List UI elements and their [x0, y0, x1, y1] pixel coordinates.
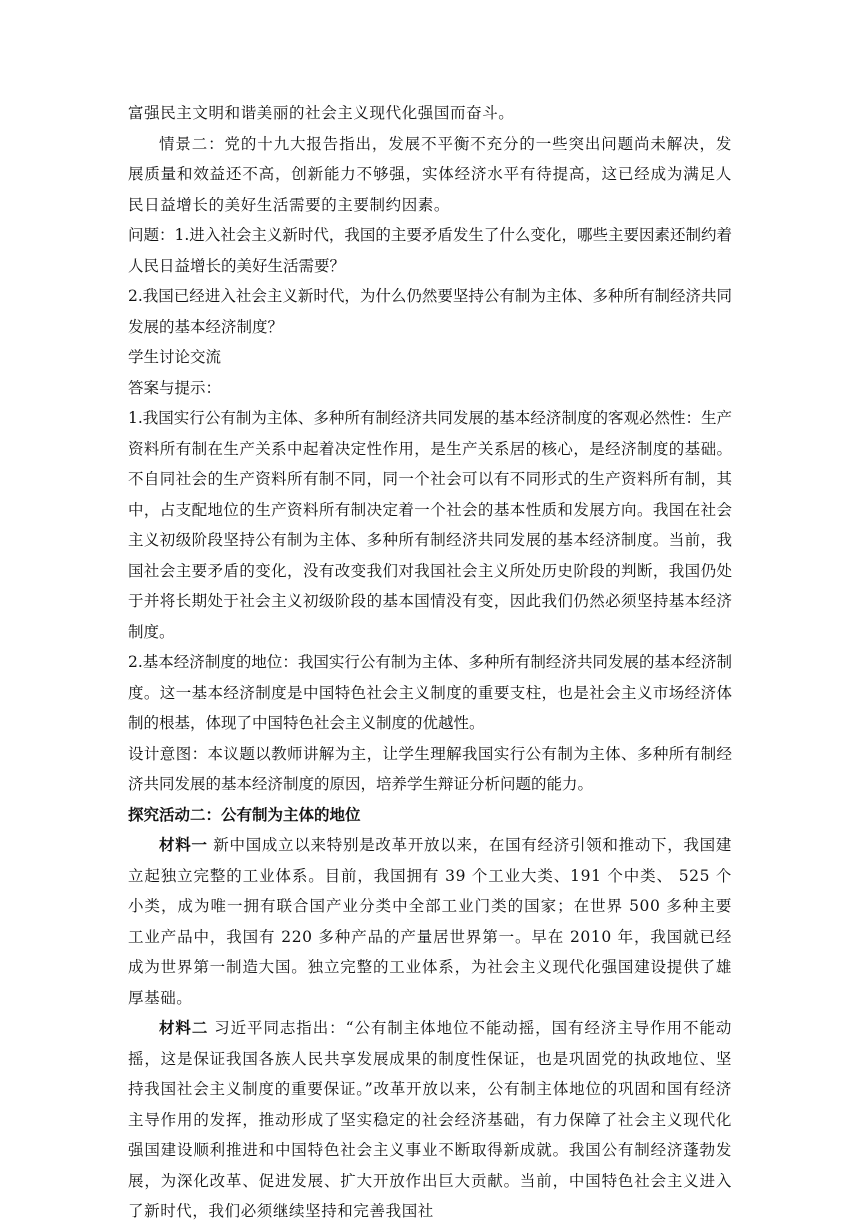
document-body — [128, 98, 732, 1227]
scenario-two-paragraph: 情景二：党的十九大报告指出，发展不平衡不充分的一些突出问题尚未解决，发展质量和效益还不高，创新能力不够强，实体经济水平有待提高，这已经成为满足人民日益增长的美好生活需要的主要制约因素。 — [128, 134, 732, 214]
question-two: 2.我国已经进入社会主义新时代，为什么仍然要坚持公有制为主体、多种所有制经济共同发展的基本经济制度？ — [128, 287, 732, 336]
answer-one-paragraph: 1.我国实行公有制为主体、多种所有制经济共同发展的基本经济制度的客观必然性：生产资料所有制在生产关系中起着决定性作用，是生产关系居的核心，是经济制度的基础。不自同社会的生产资料所有制不同，同一个社会可以有不同形式的生产资料所有制，其中，占支配地位的生产资料所有制决定着一个社会的基本性质和发展方向。我国在社会主义初级阶段坚持公有制为主体、多种所有制经济共同发展的基本经济制度。当前，我国社会主要矛盾的变化，没有改变我们对我国社会主义所处历史阶段的判断，我国仍处于并将长期处于社会主义初级阶段的基本国情没有变，因此我们仍然必须坚持基本经济制度。 — [128, 409, 732, 641]
material-two-label: 材料二 — [159, 1019, 209, 1037]
material-one-label: 材料一 — [159, 836, 208, 854]
answer-two-paragraph: 2.基本经济制度的地位：我国实行公有制为主体、多种所有制经济共同发展的基本经济制度。这一基本经济制度是中国特色社会主义制度的重要支柱，也是社会主义市场经济体制的根基，体现了中国特色社会主义制度的优越性。 — [128, 653, 732, 732]
question-one: 问题：1.进入社会主义新时代，我国的主要矛盾发生了什么变化，哪些主要因素还制约着人民日益增长的美好生活需要？ — [128, 226, 732, 275]
material-two-paragraph — [128, 1013, 732, 1227]
material-one-text: 新中国成立以来特别是改革开放以来，在国有经济引领和推动下，我国建立起独立完整的工业体系。目前，我国拥有 39 个工业大类、191 个中类、 525 个小类，成为唯一拥有联合国产业分类中全部工业门类的国家；在世界 500 多种主要工业产品中，我国有 220 多种产品的产量居世界第一。早在 2010 年，我国就已经成为世界第一制造大国。独立完整的工业体系，为社会主义现代化强国建设提供了雄厚基础。 — [128, 836, 732, 1007]
answer-hint-label: 答案与提示： — [128, 378, 222, 397]
paragraph-closing-line: 富强民主文明和谐美丽的社会主义现代化强国而奋斗。 — [128, 104, 515, 122]
student-discussion-label: 学生讨论交流 — [128, 348, 222, 366]
section-heading: 探究活动二：公有制为主体的地位 — [128, 805, 361, 824]
material-two-text: 习近平同志指出：“公有制主体地位不能动摇，国有经济主导作用不能动摇，这是保证我国各族人民共享发展成果的制度性保证，也是巩固党的执政地位、坚持我国社会主义制度的重要保证。”改革开放以来，公有制主体地位的巩固和国有经济主导作用的发挥，推动形成了坚实稳定的社会经济基础，有力保障了社会主义现代化强国建设顺利推进和中国特色社会主义事业不断取得新成就。我国公有制经济蓬勃发展，为深化改革、促进发展、扩大开放作出巨大贡献。当前，中国特色社会主义进入了新时代，我们必须继续坚持和完善我国社 — [128, 1019, 732, 1220]
material-one-paragraph — [128, 830, 732, 1013]
design-intent-paragraph: 设计意图：本议题以教师讲解为主，让学生理解我国实行公有制为主体、多种所有制经济共同发展的基本经济制度的原因，培养学生辩证分析问题的能力。 — [128, 744, 732, 793]
